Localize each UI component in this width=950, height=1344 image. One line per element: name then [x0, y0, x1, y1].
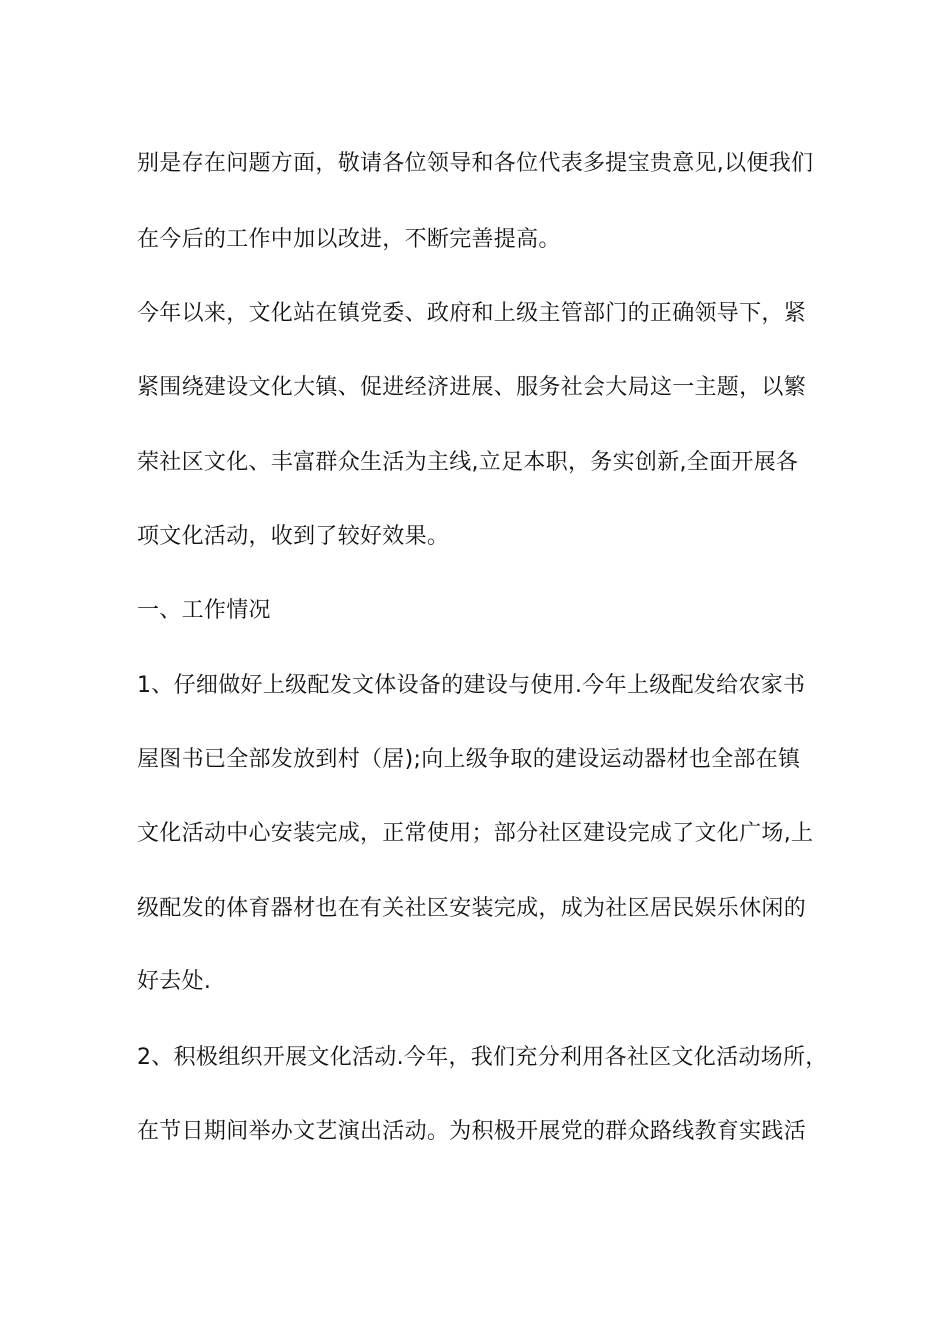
text-line: 在今后的工作中加以改进，不断完善提高。: [137, 227, 561, 252]
text-line: 1、仔细做好上级配发文体设备的建设与使用.今年上级配发给农家书: [137, 673, 806, 698]
text-line: 屋图书已全部发放到村（居);向上级争取的建设运动器材也全部在镇: [137, 747, 801, 772]
text-line: 好去处.: [137, 969, 212, 994]
text-line: 在节日期间举办文艺演出活动。为积极开展党的群众路线教育实践活: [137, 1119, 807, 1144]
text-line: 2、积极组织开展文化活动.今年，我们充分利用各社区文化活动场所，: [137, 1045, 828, 1070]
text-line: 别是存在问题方面，敬请各位领导和各位代表多提宝贵意见,以便我们: [137, 151, 814, 176]
text-line: 文化活动中心安装完成，正常使用；部分社区建设完成了文化广场,上: [137, 821, 814, 846]
text-line: 今年以来，文化站在镇党委、政府和上级主管部门的正确领导下，紧: [137, 301, 807, 326]
text-line: 紧围绕建设文化大镇、促进经济进展、服务社会大局这一主题，以繁: [137, 375, 807, 400]
text-line: 项文化活动，收到了较好效果。: [137, 524, 450, 549]
text-line: 级配发的体育器材也在有关社区安装完成，成为社区居民娱乐休闲的: [137, 896, 807, 921]
text-line: 荣社区文化、丰富群众生活为主线,立足本职，务实创新,全面开展各: [137, 450, 799, 475]
section-heading: 一、工作情况: [137, 598, 271, 623]
